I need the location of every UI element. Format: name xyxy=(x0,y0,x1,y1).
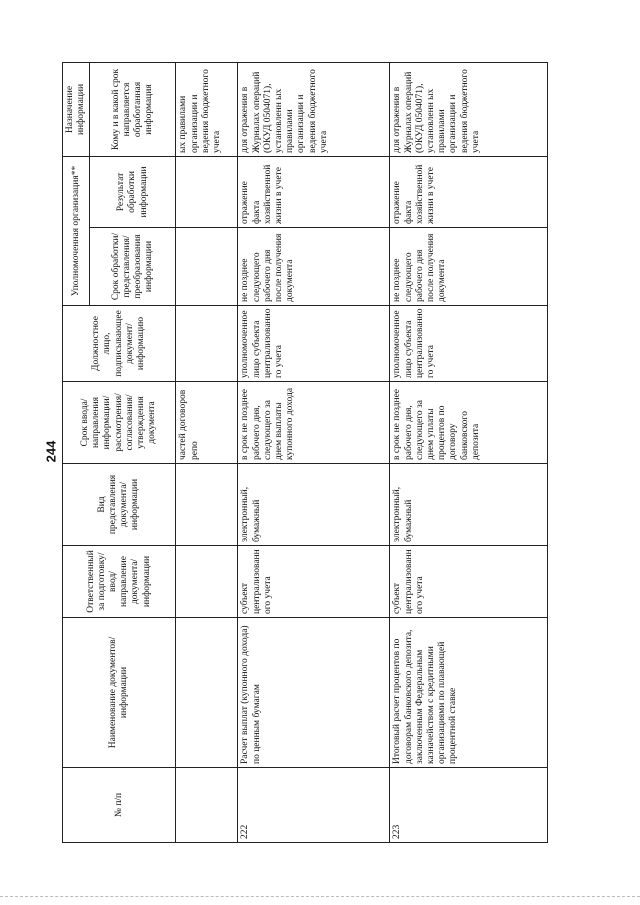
cell-org-deadline: не позднее следующего рабочего дня после получения документа xyxy=(238,228,390,306)
cell-signer: уполномоченное лицо субъекта централизованно го учета xyxy=(238,306,390,382)
cell-responsible: субъект централизованн ого учета xyxy=(238,546,390,618)
cell-org-deadline: не позднее следующего рабочего дня после получения документа xyxy=(390,228,548,306)
scan-edge-divider xyxy=(0,896,640,897)
cell-deadline-input: частей договоров репо xyxy=(176,382,238,464)
cell-signer xyxy=(176,306,238,382)
cell-org-result: отражение факта хозяйственной жизни в учете xyxy=(238,156,390,227)
header-purpose-sub: Кому и в какой срок направляется обработанная информация xyxy=(90,62,176,156)
header-org-result: Результат обработки информации xyxy=(90,156,176,227)
cell-num: 222 xyxy=(238,768,390,843)
cell-form: электронный, бумажный xyxy=(390,464,548,546)
header-form: Вид представления документа/ информации xyxy=(63,464,176,546)
header-org-deadline: Срок обработки/ представления/ преобразования информации xyxy=(90,228,176,306)
cell-name: Расчет выплат (купонного дохода) по ценным бумагам xyxy=(238,618,390,768)
cell-responsible: субъект централизованн ого учета xyxy=(390,546,548,618)
cell-purpose: для отражения в Журналах операций (ОКУД 0504071), установленн ых правилами организации и ведения бюджетного учета xyxy=(238,62,390,156)
header-deadline-input: Срок ввода/ направления информации/ рассмотрения/ согласования/ утверждения документа xyxy=(63,382,176,464)
header-num: № п/п xyxy=(63,768,176,843)
cell-purpose: для отражения в Журналах операций (ОКУД 0504071), установленн ых правилами организации и ведения бюджетного учета xyxy=(390,62,548,156)
cell-num xyxy=(176,768,238,843)
cell-signer: уполномоченное лицо субъекта централизованно го учета xyxy=(390,306,548,382)
cell-responsible xyxy=(176,546,238,618)
document-table xyxy=(62,62,548,843)
cell-purpose: ых правилами организации и ведения бюджетного учета xyxy=(176,62,238,156)
cell-org-result: отражение факта хозяйственной жизни в учете xyxy=(390,156,548,227)
header-org-group: Уполномоченная организация** xyxy=(63,156,90,305)
table-row xyxy=(390,62,548,842)
cell-name: Итоговый расчет процентов по договорам банковского депозита, заключенным Федеральным казначейством с кредитными организациями по плавающей процентной ставке xyxy=(390,618,548,768)
cell-name xyxy=(176,618,238,768)
cell-deadline-input: в срок не позднее рабочего дня, следующего за днем уплаты процентов по договору банковского депозита xyxy=(390,382,548,464)
table-row xyxy=(176,62,238,842)
header-name: Наименование документов/информации xyxy=(63,618,176,768)
header-purpose-group: Назначение информации xyxy=(63,62,90,156)
header-responsible: Ответственный за подготовку/ ввод/ направление документа/ информации xyxy=(63,546,176,618)
cell-deadline-input: в срок не позднее рабочего дня, следующего за днем выплаты купонного дохода xyxy=(238,382,390,464)
rotated-table-wrapper xyxy=(62,63,546,843)
cell-num: 223 xyxy=(390,768,548,843)
cell-org-result xyxy=(176,156,238,227)
cell-org-deadline xyxy=(176,228,238,306)
table-row xyxy=(238,62,390,842)
header-signer: Должностное лицо, подписывающее документ/ информацию xyxy=(63,306,176,382)
cell-form xyxy=(176,464,238,546)
cell-form: электронный, бумажный xyxy=(238,464,390,546)
page-number: 244 xyxy=(43,440,59,463)
